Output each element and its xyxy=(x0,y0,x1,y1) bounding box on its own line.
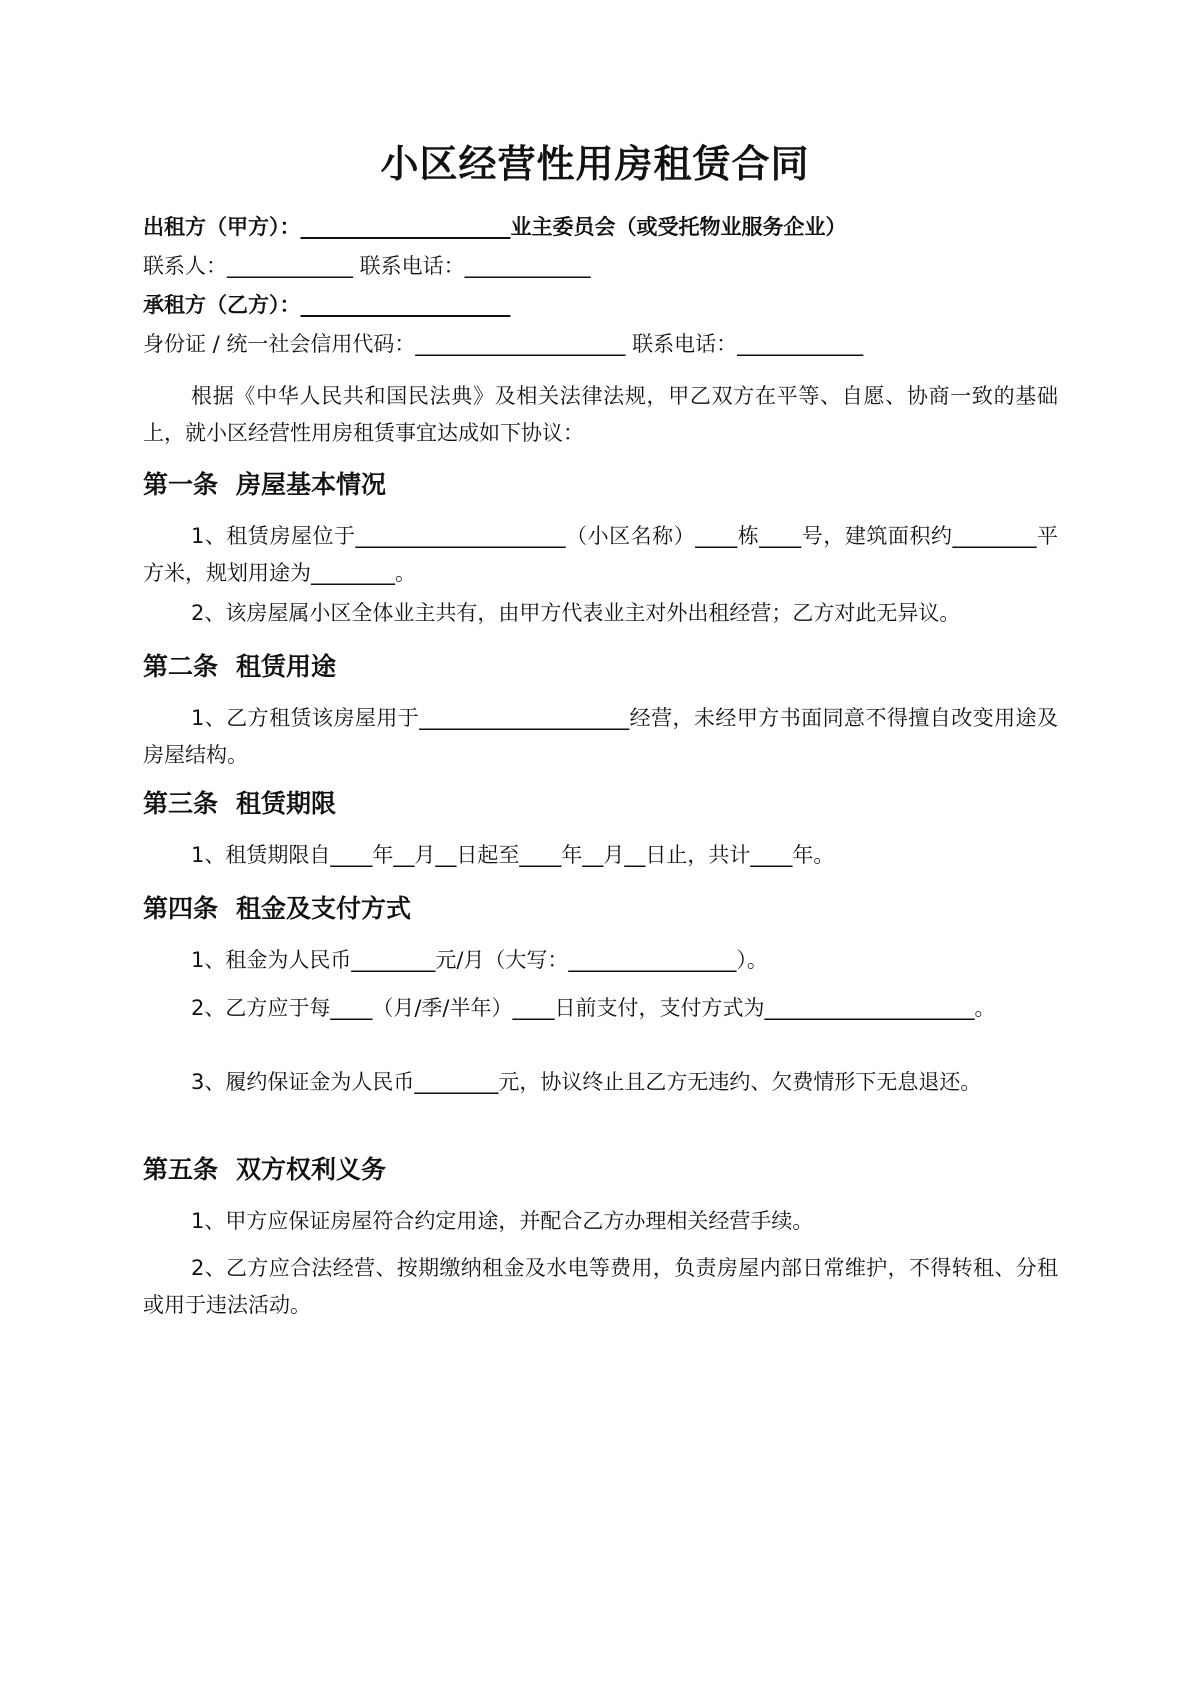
clause-paragraph: 1、租金为人民币________元/月（大写：________________）。 xyxy=(191,948,768,972)
section-title: 租赁期限 xyxy=(236,789,337,818)
section-number: 第二条 xyxy=(143,652,219,681)
section-heading xyxy=(143,651,336,683)
section-title: 租赁用途 xyxy=(236,652,337,681)
clause-paragraph: 1、租赁期限自____年__月__日起至____年__月__日止，共计____年。 xyxy=(191,843,835,867)
clause-paragraph: 2、乙方应于每____（月/季/半年）____日前支付，支付方式为____________________。 xyxy=(191,996,996,1020)
section-heading xyxy=(143,893,411,925)
lessee-id-line: 身份证 / 统一社会信用代码：____________________ 联系电话：____________ xyxy=(143,332,864,356)
clause-paragraph: 3、履约保证金为人民币________元，协议终止且乙方无违约、欠费情形下无息退还。 xyxy=(191,1070,982,1094)
clause-paragraph: 2、该房屋属小区全体业主共有，由甲方代表业主对外出租经营；乙方对此无异议。 xyxy=(191,601,961,625)
preamble-paragraph: 根据《中华人民共和国民法典》及相关法律法规，甲乙双方在平等、自愿、协商一致的基础上，就小区经营性用房租赁事宜达成如下协议： xyxy=(143,384,1058,445)
section-title: 房屋基本情况 xyxy=(236,470,387,499)
document-title: 小区经营性用房租赁合同 xyxy=(380,142,810,186)
lessor-line: 出租方（甲方）：____________________业主委员会（或受托物业服务企业） xyxy=(143,215,847,239)
section-heading xyxy=(143,469,386,501)
section-heading xyxy=(143,1154,386,1186)
section-heading xyxy=(143,788,336,820)
lessee-line: 承租方（乙方）：____________________ xyxy=(143,293,511,317)
section-title: 双方权利义务 xyxy=(236,1155,387,1184)
section-number: 第三条 xyxy=(143,789,219,818)
section-number: 第五条 xyxy=(143,1155,219,1184)
section-number: 第一条 xyxy=(143,470,219,499)
section-number: 第四条 xyxy=(143,894,219,923)
clause-paragraph: 1、甲方应保证房屋符合约定用途，并配合乙方办理相关经营手续。 xyxy=(191,1209,814,1233)
clause-paragraph: 1、乙方租赁该房屋用于____________________经营，未经甲方书面同意不得擅自改变用途及房屋结构。 xyxy=(143,706,1058,767)
lessor-contact-line: 联系人：____________ 联系电话：____________ xyxy=(143,254,591,278)
clause-paragraph: 1、租赁房屋位于____________________（小区名称）____栋____号，建筑面积约________平方米，规划用途为________。 xyxy=(143,524,1058,585)
section-title: 租金及支付方式 xyxy=(236,894,412,923)
clause-paragraph: 2、乙方应合法经营、按期缴纳租金及水电等费用，负责房屋内部日常维护，不得转租、分租或用于违法活动。 xyxy=(143,1256,1058,1317)
